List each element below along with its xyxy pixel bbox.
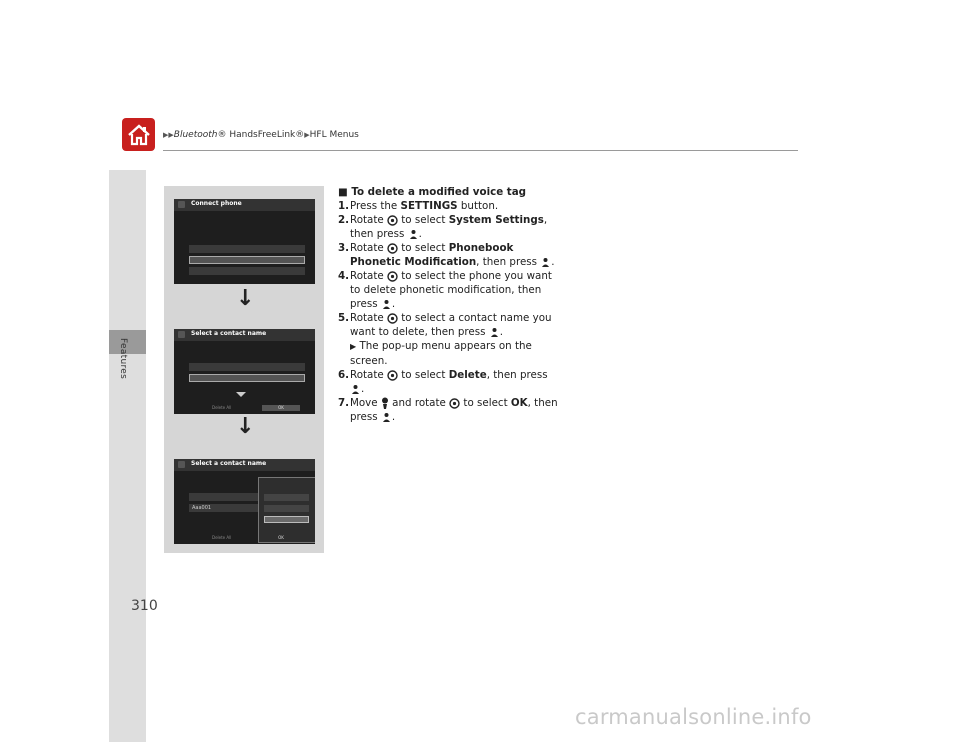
- down-arrow-icon: ↓: [236, 286, 255, 311]
- delete-all-label: Delete All: [212, 405, 232, 410]
- watermark: carmanualsonline.info: [575, 705, 812, 729]
- screen-title: Select a contact name: [191, 460, 267, 467]
- step-4: 4. Rotate to select the phone you want to delete phonetic modification, then press .: [338, 270, 552, 310]
- list-item: [189, 363, 305, 371]
- sidebar-label[interactable]: Features: [118, 338, 128, 380]
- step-3: 3. Rotate to select Phonebook Phonetic Modification, then press .: [338, 242, 555, 268]
- interface-dial-icon: [449, 398, 460, 409]
- screen-select-contact-popup: [174, 459, 315, 544]
- enter-press-icon: [381, 299, 392, 310]
- popup-item: [264, 505, 309, 512]
- screen-title: Connect phone: [191, 200, 242, 207]
- step-1: 1. Press the SETTINGS button.: [338, 200, 499, 212]
- down-arrow-icon: ↓: [236, 414, 255, 439]
- section-heading: ■ To delete a modified voice tag: [338, 186, 527, 198]
- enter-press-icon: [489, 327, 500, 338]
- interface-dial-icon: [387, 271, 398, 282]
- list-item-selected: [189, 256, 305, 264]
- screen-connect-phone: [174, 199, 315, 284]
- breadcrumb-bluetooth[interactable]: Bluetooth: [173, 130, 218, 140]
- list-item: Aaa001: [189, 504, 259, 512]
- popup-item-selected: [264, 516, 309, 523]
- back-icon: [178, 461, 185, 468]
- interface-dial-icon: [387, 243, 398, 254]
- scroll-down-icon: [236, 392, 246, 397]
- popup-menu: [258, 477, 315, 543]
- screen-sequence-panel: [164, 186, 324, 553]
- step-7: 7. Move and rotate to select OK, then press .: [338, 397, 558, 423]
- sidebar: [109, 170, 146, 742]
- instructions: [338, 185, 558, 424]
- back-icon: [178, 331, 185, 338]
- screen-footer: [192, 535, 302, 541]
- screen-select-contact: [174, 329, 315, 414]
- screen-title: Select a contact name: [191, 330, 267, 337]
- interface-dial-icon: [387, 215, 398, 226]
- list-item-selected: [189, 374, 305, 382]
- breadcrumb-hfl[interactable]: ® HandsFreeLink®: [217, 130, 305, 140]
- enter-press-icon: [381, 412, 392, 423]
- move-knob-icon: [381, 397, 389, 410]
- popup-item: [264, 494, 309, 501]
- breadcrumb: ▶▶Bluetooth® HandsFreeLink®▶HFL Menus: [163, 130, 359, 140]
- list-item: [189, 267, 305, 275]
- interface-dial-icon: [387, 370, 398, 381]
- home-icon: [126, 123, 152, 147]
- breadcrumb-hfl-menus[interactable]: HFL Menus: [309, 130, 359, 140]
- home-button[interactable]: [122, 118, 155, 151]
- enter-press-icon: [540, 257, 551, 268]
- header-divider: [163, 150, 798, 151]
- list-item: [189, 493, 259, 501]
- step-5-note: ▶ The pop-up menu appears on the screen.: [350, 340, 532, 367]
- delete-all-label: Delete All: [212, 535, 232, 540]
- enter-press-icon: [408, 229, 419, 240]
- back-icon: [178, 201, 185, 208]
- step-6: 6. Rotate to select Delete, then press .: [338, 369, 548, 395]
- ok-label: OK: [278, 535, 284, 540]
- ok-label: OK: [262, 405, 300, 411]
- step-5: 5. Rotate to select a contact name you want to delete, then press . ▶ The pop-up menu appears on the screen.: [338, 311, 558, 368]
- step-2: 2. Rotate to select System Settings, then press .: [338, 214, 548, 240]
- enter-press-icon: [350, 384, 361, 395]
- interface-dial-icon: [387, 313, 398, 324]
- screen-footer: [192, 405, 302, 411]
- list-item: [189, 245, 305, 253]
- page-number: 310: [131, 598, 158, 614]
